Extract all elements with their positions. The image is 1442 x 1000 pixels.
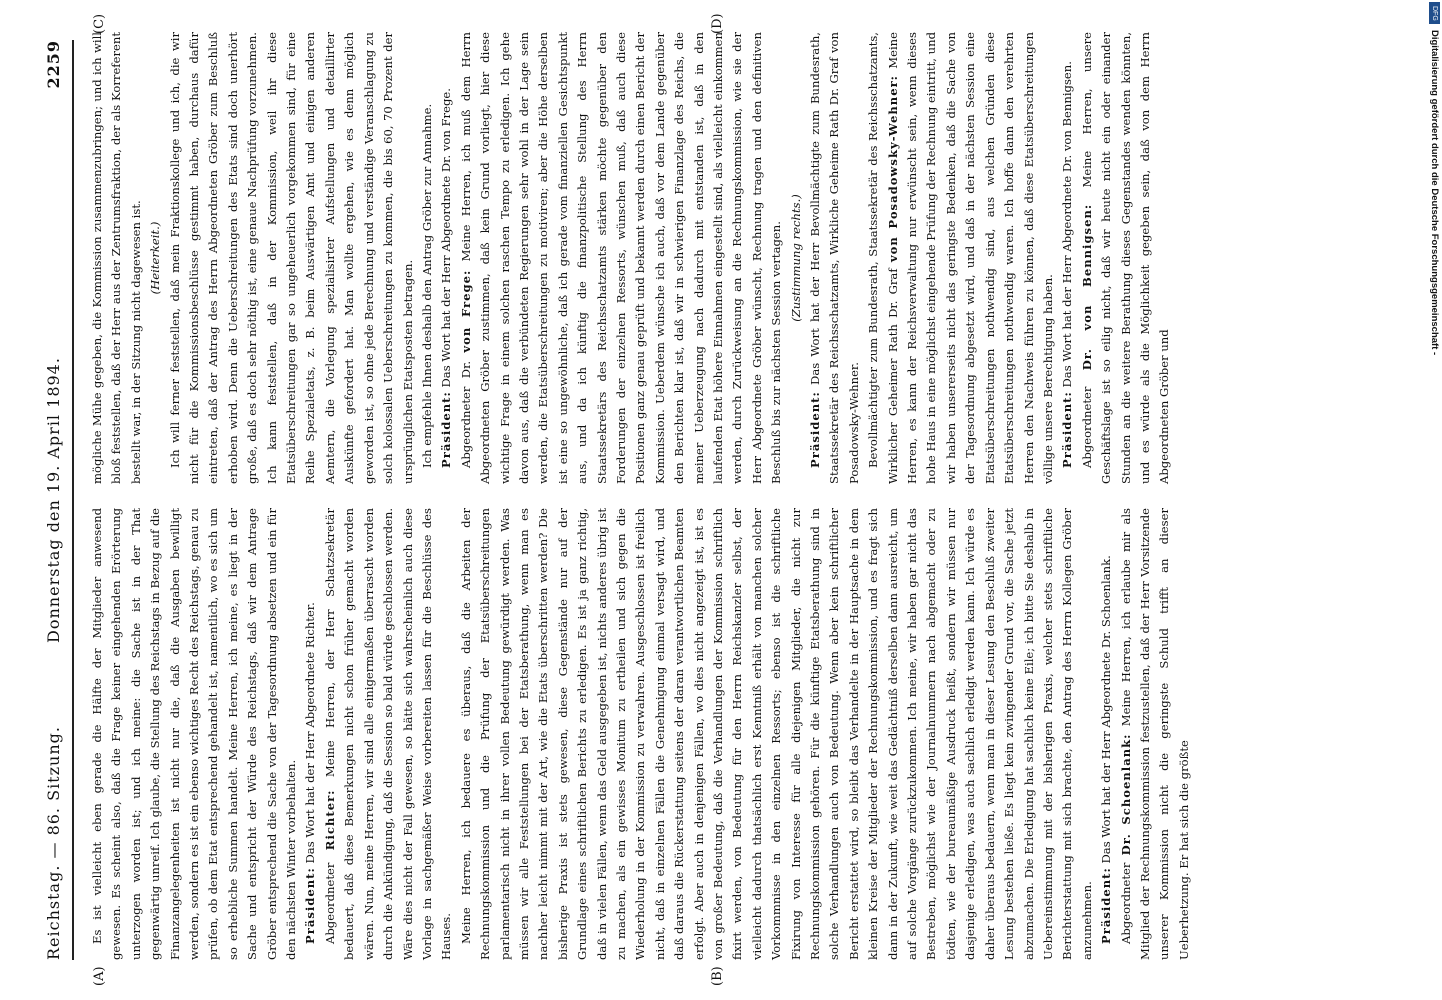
speaker-role: Abgeordneter xyxy=(322,862,337,944)
speaker-label: Dr. von Bennigsen: xyxy=(1079,203,1094,371)
speaker-role: Abgeordneter Dr. xyxy=(458,360,473,468)
speech-text: Meine Herren, es kann der Reichsverwaltung nur erwünscht sein, wenn dieses hohe Haus in eine möglichst eingehende Prüfung der Rechnung eintritt, und wir haben unsererseits nicht das geringste Bedenken, daß die Sache von der Tagesordnung abgesetzt wird, und daß in der nächsten Session eine Etatsüberschreitungen nothwendig sind, aus welchen Gründen diese Etatsüberschreitungen nothwendig waren. Ich hoffe dann den verehrten Herren den Nachweis führen zu können, daß diese Etatsüberschreitungen völlige unsere Berechtigung haben. xyxy=(885,31,1055,484)
margin-marker-a: (A) xyxy=(92,966,107,986)
body-paragraph: Ich empfehle Ihnen deshalb den Antrag Gröber zur Annahme. xyxy=(419,103,434,468)
speech-text: Das Wort hat der Herr Abgeordnete Dr. von Frege. xyxy=(439,88,454,388)
president-line xyxy=(437,32,456,484)
speaker-label: Richter: xyxy=(322,789,337,851)
president-line xyxy=(806,32,864,484)
dfg-logo: DFG xyxy=(1429,2,1440,24)
speech-text: Meine Herren, der Herr Schatzsekretär bedauert, daß diese Bemerkungen nicht schon früher gemacht worden wären. Nun, meine Herren, wir sind alle einigermaßen überrascht worden durch die Ankündigung, daß die Session so bald würde geschlossen werden. Wäre dies nicht der Fall gewesen, so hätte sich wahrscheinlich auch diese Vorlage in sachgemäßer Weise vorbereiten lassen für die Beschlüsse des Hauses. xyxy=(322,507,454,960)
speaker-label: Präsident: xyxy=(439,391,454,468)
credit-text: Digitalisierung gefördert durch die Deutsche Forschungsgemeinschaft - xyxy=(1429,30,1440,356)
page-header xyxy=(44,40,74,960)
header-rule xyxy=(72,40,74,960)
right-column xyxy=(88,32,1378,484)
speech-text: Meine Herren, ich erlaube mir als Mitglied der Rechnungskommission festzustellen, daß der Herr Vorsitzende unserer Kommission nicht die geringste Schuld trifft an dieser Ueberhetzung. Er hat sich die größte xyxy=(1118,507,1191,960)
margin-marker-d: (D) xyxy=(710,13,725,34)
speech-paragraph xyxy=(864,32,1058,484)
speech-paragraph xyxy=(457,32,787,484)
speech-paragraph xyxy=(1117,508,1195,960)
speaker-label: Präsident: xyxy=(808,391,823,468)
speaker-role: Abgeordneter xyxy=(1118,862,1133,944)
body-paragraph: Meine Herren, ich bedauere es überaus, daß die Arbeiten der Rechnungskommission und die Prüfung der Etatsüberschreitungen parlamentarisch nicht in ihrer vollen Bedeutung gewürdigt werden. Was müssen wir alle Feststellungen bei der Etatsberathung, wenn man es nachher leicht nimmt mit der Art, wie die Etats überschritten werden? Die bisherige Praxis ist stets gewesen, diese Gegenstände nur auf der Grundlage eines schriftlichen Berichts zu erledigen. Es ist ja ganz richtig, daß in vielen Fällen, wenn das Geld ausgegeben ist, nichts anderes übrig ist zu machen, als ein gewisses Monitum zu ertheilen und sich gegen die Wiederholung in der Kommission zu verwahren. Ausgeschlossen ist freilich nicht, daß in einzelnen Fällen die Genehmigung einmal versagt wird, und daß daraus die Rückerstattung seitens der daran verantwortlichen Beamten erfolgt. Aber auch in denjenigen Fällen, wo dies nicht angezeigt ist, ist es von großer Bedeutung, daß die Verhandlungen der Kommission schriftlich fixirt werden, von Bedeutung für den Herrn Reichskanzler selbst, der vielleicht dadurch thatsächlich erst Kenntniß erhält von manchen solcher Vorkommnisse in den einzelnen Ressorts; ebenso ist die schriftliche Fixirung von Interesse für alle diejenigen Mitglieder, die nicht zur Rechnungskommission gehören. Für die künftige Etatsberathung sind in solche Verhandlungen auch von Bedeutung. Wenn aber kein schriftlicher Bericht erstattet wird, so bleibt das Verhandelte in der Hauptsache in dem kleinen Kreise der Mitglieder der Rechnungskommission, und es fragt sich dann in der Zukunft, wie weit das Gedächtniß derselben dann ausreicht, um auf solche Vorgänge zurückzukommen. Ich meine, wir haben gar nicht das Bestreben, möglichst wie der Journalnummern nach abgemacht oder zu tödten, wie der bureaumäßige Ausdruck heißt, sondern wir müssen nur dasjenige erledigen, was auch sachlich erledigt werden kann. Ich würde es daher überaus bedauern, wenn man in dieser Lesung den Beschluß zweiter Lesung bestehen ließe. Es liegt kein zwingender Grund vor, die Sache jetzt abzumachen. Die Erledigung hat sachlich keine Eile; ich bitte Sie deshalb in Uebereinstimmung mit der bisherigen Praxis, welcher stets schriftliche Berichterstattung mit sich brachte, den Antrag des Herrn Kollegen Gröber anzunehmen. xyxy=(458,508,1094,960)
president-line xyxy=(1058,32,1077,484)
speech-text: Meine Herren, ich muß dem Herrn Abgeordneten Gröber zustimmen, daß kein Grund vorliegt, hier diese wichtige Frage in einem solchen raschen Tempo zu erledigen. Ich gehe davon aus, daß die verbündeten Regierungen sehr wohl in der Lage sein werden, die Etatsüberschreitungen zu motiviren; aber die Höhe derselben ist eine so ungewöhnliche, daß ich gerade vom finanziellen Gesichtspunkt aus, und da ich künftig die finanzpolitische Stellung des Herrn Staatssekretärs des Reichsschatzamts stärken möchte gegenüber den Forderungen der einzelnen Ressorts, wünschen muß, daß auch diese Positionen ganz genau geprüft und bekannt werden durch einen Bericht der Kommission. Ueberdem wünsche ich auch, daß vor dem Lande gegenüber den Berichten klar ist, daß wir in schwierigen Finanzlage des Reichs, die meiner Ueberzeugung nach dadurch mit entstanden ist, daß in den laufenden Etat höhere Einnahmen eingestellt sind, als vielleicht einkommen werden, durch Zurückweisung an die Rechnungskommission, wie sie der Herr Abgeordnete Gröber wünscht, Rechnung tragen und den definitiven Beschluß bis zur nächsten Session vertagen. xyxy=(458,31,784,484)
speaker-label: Dr. Schoenlank: xyxy=(1118,733,1133,856)
stage-direction: (Heiterkeit.) xyxy=(148,221,163,295)
margin-marker-b: (B) xyxy=(710,966,725,986)
body-paragraph: Ich will ferner feststellen, daß mein Fraktionskollege und ich, die wir nicht für die Kommissionsbeschlüsse gestimmt haben, durchaus dafür eintreten, daß der Antrag des Herrn Abgeordneten Gröber zum Beschluß erhoben wird. Denn die Ueberschreitungen des Etats sind doch unerhört große, daß es doch sehr nöthig ist, eine genaue Nachprüfung vorzunehmen. Ich kann feststellen, daß in der Kommission, weil ihr diese Etatsüberschreitungen gar so ungeheuerlich vorgekommen sind, für eine Reihe Spezialetats, z. B. beim Auswärtigen Amt und einigen anderen Aemtern, die Vorlegung spezialisirter Aufstellungen und detaillirter Auskünfte gefordert hat. Man wollte ergehen, wie es denn möglich geworden ist, so ohne jede Berechnung und verständige Veranschlagung zu solch kolossalen Ueberschreitungen zu kommen, die bis 60, 70 Prozent der ursprünglichen Etatsposten betragen. xyxy=(167,32,415,484)
speaker-role: Abgeordneter xyxy=(1079,386,1094,468)
speaker-label: von Frege: xyxy=(458,269,473,353)
speaker-label: Präsident: xyxy=(303,867,318,944)
president-line xyxy=(1097,508,1116,960)
speaker-role: Bevollmächtigter zum Bundesrath, Staatssekretär des Reichsschatzamts, Wirklicher Geheimer Rath Dr. Graf xyxy=(866,32,900,484)
body-paragraph: Es ist vielleicht eben gerade die Hälfte der Mitglieder anwesend gewesen. Es scheint also, daß die Frage keiner eingehenden Erörterung unterzogen worden ist; und ich meine: die Sache ist in der That gegenwärtig unreif. Ich glaube, die Stellung des Reichstags in Bezug auf die Finanzangelegenheiten ist nicht nur die, daß die Ausgaben bewilligt werden, sondern es ist ein ebenso wichtiges Recht des Reichstags, genau zu prüfen, ob dem Etat entsprechend gehandelt ist, namentlich, wo es sich um so erhebliche Summen handelt. Meine Herren, ich meine, es liegt in der Sache und entspricht der Würde des Reichstags, daß wir dem Antrage Gröber entsprechend die Sache von der Tagesordnung absetzen und ein für den nächsten Winter vorbehalten. xyxy=(90,508,299,960)
speaker-label: von Posadowsky-Wehner: xyxy=(885,75,900,263)
header-date: Donnerstag den 19. April 1894. xyxy=(44,357,63,643)
digitization-credit xyxy=(1428,0,1442,1000)
speech-text: Das Wort hat der Herr Abgeordnete Dr. Schoenlank. xyxy=(1099,555,1114,864)
speaker-label: Präsident: xyxy=(1099,867,1114,944)
header-left: Reichstag. — 86. Sitzung. xyxy=(44,726,63,960)
president-line xyxy=(301,508,320,960)
speech-paragraph xyxy=(1078,32,1175,484)
stage-direction: (Zustimmung rechts.) xyxy=(788,194,803,322)
speech-text: Das Wort hat der Herr Bevollmächtigte zum Bundesrath, Staatssekretär des Reichsschatzamts, Wirkliche Geheime Rath Dr. Graf von Posadowsky-Wehner. xyxy=(808,32,861,484)
speaker-label: Präsident: xyxy=(1060,391,1075,468)
body-paragraph: mögliche Mühe gegeben, die Kommission zusammenzubringen; und ich will bloß feststellen, daß der Herr aus der Zentrumsfraktion, der als Korreferent bestellt war, in der Sitzung nicht dagewesen ist. xyxy=(90,32,143,484)
speech-text: Das Wort hat der Herr Abgeordnete Dr. von Bennigsen. xyxy=(1060,61,1075,388)
left-column xyxy=(88,508,1378,960)
speech-text: Meine Herren, unsere Geschäftslage ist so eilig nicht, daß wir heute nicht ein oder einander Stunden an die weitere Berathung dieses Gegenstandes wenden könnten, und es würde als die Möglichkeit gegeben sein, daß von dem Herrn Abgeordneten Gröber und xyxy=(1079,31,1172,484)
speech-paragraph xyxy=(321,508,457,960)
speech-text: Das Wort hat der Herr Abgeordnete Richter. xyxy=(303,602,318,864)
page-number: 2259 xyxy=(44,40,63,89)
margin-marker-c: (C) xyxy=(92,13,107,34)
